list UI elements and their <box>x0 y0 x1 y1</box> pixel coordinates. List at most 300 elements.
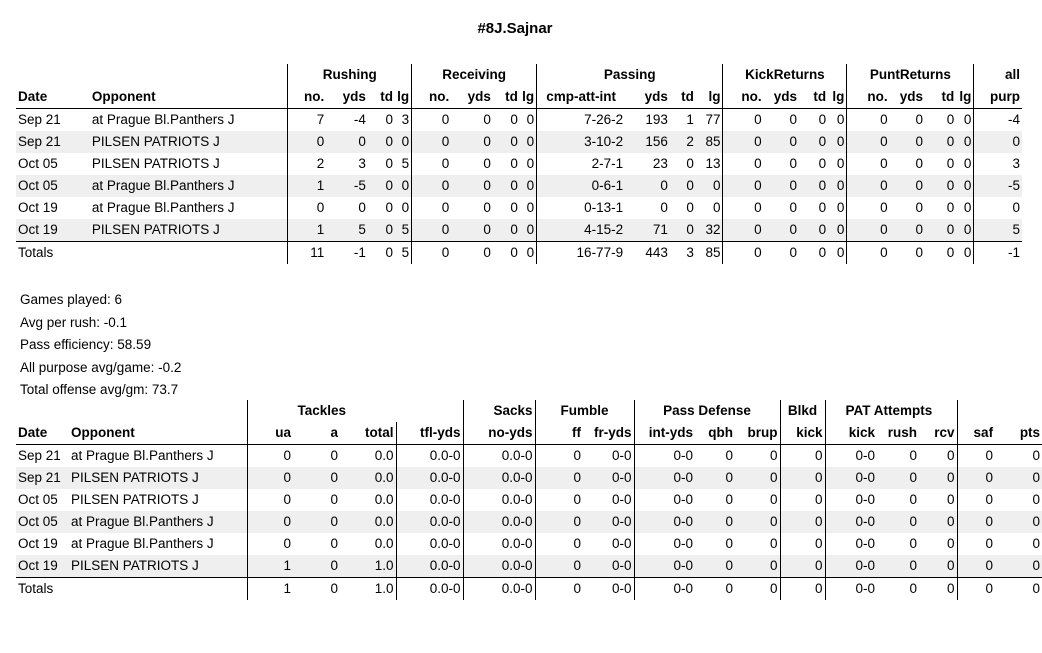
stat-cell: 0.0-0 <box>396 489 463 511</box>
column-header: no-yds <box>463 422 535 445</box>
stat-cell: 71 <box>625 219 670 242</box>
stat-cell: 3 <box>358 156 366 171</box>
opponent-cell: PILSEN PATRIOTS J <box>90 219 288 242</box>
date-cell: Sep 21 <box>16 131 90 153</box>
column-header: lg <box>828 86 847 109</box>
stat-cell: 0 <box>946 245 955 260</box>
stat-cell: 0 <box>247 533 293 555</box>
stat-cell: 0 <box>947 536 955 551</box>
stat-cell: 0 <box>510 156 518 171</box>
stat-cell: 0.0 <box>340 467 396 489</box>
stat-cell: 0.0-0 <box>396 467 463 489</box>
stat-cell: 0.0-0 <box>463 578 535 601</box>
stat-cell: 0 <box>925 175 956 197</box>
stat-cell: 0 <box>915 245 923 260</box>
group-header-receiving: Receiving <box>412 64 537 86</box>
stat-cell: 0 <box>925 131 956 153</box>
blank-cell <box>90 64 288 86</box>
column-header: td <box>799 86 828 109</box>
stat-cell: 0 <box>946 112 955 127</box>
stat-cell: 0 <box>919 511 957 533</box>
date-cell: Oct 05 <box>18 156 58 171</box>
stat-cell: 2 <box>670 131 696 153</box>
stat-cell: 0 <box>535 489 583 511</box>
stat-cell: 0 <box>946 200 955 215</box>
defense-column-header-row <box>16 422 1042 445</box>
column-header: no. <box>847 86 890 109</box>
stat-cell: 0 <box>412 219 452 242</box>
stat-cell: 0 <box>780 467 825 489</box>
stat-cell: 13 <box>705 156 721 171</box>
stat-cell: 0 <box>526 245 535 260</box>
stat-cell: 0 <box>385 112 393 127</box>
stat-cell: 0 <box>780 511 825 533</box>
column-header: qbh <box>695 422 735 445</box>
stat-cell: 0 <box>947 581 955 596</box>
stat-cell: 0 <box>670 219 696 242</box>
season-summary <box>20 289 181 402</box>
stat-cell: 0 <box>919 555 957 578</box>
column-header: lg <box>520 86 537 109</box>
stat-cell: 3 <box>401 112 410 127</box>
stat-cell: 0-0 <box>634 578 695 601</box>
stat-cell: 0 <box>836 200 845 215</box>
stat-cell: 0 <box>770 492 778 507</box>
opponent-cell: at Prague Bl.Panthers J <box>71 536 214 551</box>
blank-cell <box>16 400 69 422</box>
column-header: brup <box>735 422 780 445</box>
column-header: rush <box>877 422 919 445</box>
stat-cell: 0 <box>288 197 327 219</box>
group-header-kickreturns: KickReturns <box>723 64 847 86</box>
stat-cell: 0 <box>780 445 825 468</box>
stat-cell: 0 <box>526 200 535 215</box>
stat-cell: 0 <box>330 581 338 596</box>
avg-per-rush: Avg per rush: -0.1 <box>20 314 128 330</box>
stat-cell: 0 <box>412 175 452 197</box>
stat-cell: 0.0 <box>374 448 394 463</box>
stat-cell: -1 <box>353 245 366 260</box>
stat-cell: 0 <box>695 555 735 578</box>
group-header-blkd: Blkd <box>780 400 825 422</box>
stat-cell: 0 <box>330 536 338 551</box>
stat-cell: 0 <box>770 448 778 463</box>
column-header: ff <box>535 422 583 445</box>
stat-cell: 0 <box>764 175 799 197</box>
stat-cell: 1 <box>247 555 293 578</box>
stat-cell: 0 <box>412 153 452 175</box>
stat-cell: 0 <box>818 112 827 127</box>
stat-cell: 0 <box>877 555 919 578</box>
stat-cell: 0 <box>890 175 925 197</box>
stat-cell: 1.0 <box>340 555 396 578</box>
stat-cell: 0-0 <box>825 467 877 489</box>
column-header: fr-yds <box>583 422 634 445</box>
stat-cell: 0 <box>789 156 797 171</box>
offense-stats-table <box>16 64 1022 264</box>
stat-cell: 5 <box>395 219 412 242</box>
column-header: yds <box>451 86 493 109</box>
stat-cell: 2 <box>288 153 327 175</box>
stat-cell: 0 <box>723 242 764 265</box>
stat-cell: 0 <box>723 219 764 242</box>
stat-cell: 0 <box>828 131 847 153</box>
offense-column-header-row <box>16 86 1022 109</box>
stat-cell: 0-0 <box>583 555 634 578</box>
stat-cell: 0 <box>412 131 452 153</box>
stat-cell: 0.0-0 <box>396 533 463 555</box>
stat-cell: 0.0-0 <box>463 533 535 555</box>
date-cell: Oct 19 <box>18 536 58 551</box>
date-cell: Oct 19 <box>16 555 69 578</box>
stat-cell: 0.0-0 <box>463 467 535 489</box>
stat-cell: 16-77-9 <box>537 242 626 265</box>
stat-cell: 0 <box>696 175 723 197</box>
stat-cell: 0 <box>909 448 918 463</box>
stat-cell: -4 <box>974 109 1022 132</box>
stat-cell: 0 <box>847 242 890 265</box>
stat-cell: 0 <box>957 555 995 578</box>
blank-cell <box>69 400 247 422</box>
date-cell: Oct 05 <box>16 511 69 533</box>
stat-cell: 0 <box>963 156 972 171</box>
stat-cell: 0 <box>368 131 395 153</box>
column-header: yds <box>890 86 925 109</box>
table-row <box>16 533 1042 555</box>
column-header: cmp-att-int <box>537 86 626 109</box>
stat-cell: 0 <box>995 555 1042 578</box>
stat-cell: 0-0 <box>634 467 695 489</box>
stat-cell: 0 <box>493 219 520 242</box>
stat-cell: 0 <box>799 219 828 242</box>
stat-cell: 5 <box>401 245 410 260</box>
column-header: td <box>493 86 520 109</box>
opponent-cell: PILSEN PATRIOTS J <box>69 555 247 578</box>
group-header-tackles: Tackles <box>247 400 396 422</box>
stat-cell: 0-0 <box>583 467 634 489</box>
stat-cell: 0 <box>510 200 518 215</box>
stat-cell: 0 <box>957 445 995 468</box>
stat-cell: 0 <box>915 200 923 215</box>
group-header-fumble: Fumble <box>535 400 634 422</box>
stat-cell: 0 <box>526 156 535 171</box>
page-title: #8J.Sajnar <box>477 20 553 37</box>
stat-cell: 0 <box>957 489 995 511</box>
stat-cell: 5 <box>974 219 1022 242</box>
stat-cell: 0-0 <box>634 555 695 578</box>
stat-cell: 0 <box>799 131 828 153</box>
stat-cell: 0 <box>780 578 825 601</box>
stat-cell: 193 <box>645 112 668 127</box>
stat-cell: 0 <box>995 511 1042 533</box>
stat-cell: 0 <box>712 200 721 215</box>
stat-cell: 0 <box>847 219 890 242</box>
table-row <box>16 219 1022 242</box>
stat-cell: 0 <box>764 219 799 242</box>
stat-cell: 7 <box>288 109 327 132</box>
stat-cell: 0 <box>412 242 452 265</box>
stat-cell: 0 <box>330 448 338 463</box>
stat-cell: 0 <box>326 131 368 153</box>
stat-cell: 0.0-0 <box>463 511 535 533</box>
column-header: no. <box>288 86 327 109</box>
stat-cell: 0 <box>909 536 918 551</box>
group-header-pat-attempts: PAT Attempts <box>825 400 957 422</box>
opponent-cell: PILSEN PATRIOTS J <box>71 492 199 507</box>
stat-cell: 23 <box>652 156 668 171</box>
stat-cell: 0 <box>288 131 327 153</box>
stat-cell: 0 <box>686 156 694 171</box>
stat-cell: 0 <box>247 489 293 511</box>
stat-cell: 0 <box>909 581 918 596</box>
stat-cell: 0-0 <box>825 555 877 578</box>
column-header: no. <box>412 86 452 109</box>
totals-row <box>16 242 1022 265</box>
stat-cell: 3 <box>974 153 1022 175</box>
stat-cell: 0 <box>735 555 780 578</box>
stat-cell: 0 <box>974 197 1022 219</box>
stat-cell: 0 <box>412 109 452 132</box>
stat-cell: 0 <box>963 112 972 127</box>
stat-cell: 0 <box>1032 448 1041 463</box>
stat-cell: 0.0-0 <box>463 445 535 468</box>
opponent-cell: at Prague Bl.Panthers J <box>90 175 288 197</box>
stat-cell: 0 <box>836 156 845 171</box>
stat-cell: 0 <box>764 131 799 153</box>
table-row <box>16 467 1042 489</box>
stat-cell: 0 <box>780 489 825 511</box>
stat-cell: 0 <box>483 156 491 171</box>
stat-cell: 0 <box>919 467 957 489</box>
stat-cell: 0 <box>956 175 974 197</box>
blank-cell <box>957 400 1042 422</box>
stat-cell: 0 <box>836 112 845 127</box>
stat-cell: 443 <box>645 245 668 260</box>
stat-cell: 0.0-0 <box>396 578 463 601</box>
stat-cell: 0 <box>1032 536 1041 551</box>
stat-cell: 0-0 <box>612 536 632 551</box>
column-header: saf <box>957 422 995 445</box>
stat-cell: 2-7-1 <box>537 153 626 175</box>
stat-cell: 0 <box>686 200 694 215</box>
column-header: kick <box>780 422 825 445</box>
stat-cell: -5 <box>974 175 1022 197</box>
stat-cell: 0 <box>385 245 393 260</box>
stat-cell: 0 <box>725 536 734 551</box>
column-header: kick <box>825 422 877 445</box>
stat-cell: 7-26-2 <box>537 109 626 132</box>
column-header: rcv <box>919 422 957 445</box>
stat-cell: 85 <box>705 245 721 260</box>
date-cell: Oct 19 <box>16 219 90 242</box>
stat-cell: 0 <box>956 131 974 153</box>
stat-cell: 0 <box>915 112 923 127</box>
stat-cell: 0 <box>847 131 890 153</box>
column-header: Opponent <box>90 86 288 109</box>
date-cell: Sep 21 <box>18 448 61 463</box>
stat-cell: 0-0 <box>634 533 695 555</box>
stat-cell: 11 <box>288 242 327 265</box>
stat-cell: 0 <box>723 175 764 197</box>
stat-cell: 0 <box>995 467 1042 489</box>
column-header: ua <box>247 422 293 445</box>
stat-cell: 0 <box>510 112 518 127</box>
stat-cell: 0 <box>780 555 825 578</box>
all-purpose-avg: All purpose avg/game: -0.2 <box>20 359 182 375</box>
opponent-cell: at Prague Bl.Panthers J <box>91 112 235 127</box>
opponent-cell: PILSEN PATRIOTS J <box>90 131 288 153</box>
stat-cell: 0 <box>818 245 827 260</box>
table-row <box>16 131 1022 153</box>
stat-cell: 0.0 <box>374 492 394 507</box>
stat-cell: 0 <box>735 511 780 533</box>
stat-cell: 1 <box>288 219 327 242</box>
stat-cell: 0 <box>293 467 340 489</box>
stat-cell: 0 <box>493 175 520 197</box>
stat-cell: 0 <box>625 175 670 197</box>
stat-cell: 3-10-2 <box>537 131 626 153</box>
stat-cell: 0 <box>770 581 778 596</box>
stat-cell: 0 <box>789 245 797 260</box>
group-header-passing: Passing <box>537 64 723 86</box>
stat-cell: 0 <box>293 511 340 533</box>
stat-cell: 0 <box>483 200 491 215</box>
column-header: td <box>670 86 696 109</box>
stat-cell: 0 <box>1032 581 1041 596</box>
stat-cell: 0.0-0 <box>396 445 463 468</box>
stat-cell: 0.0 <box>374 536 394 551</box>
column-header: Date <box>16 86 90 109</box>
table-row <box>16 511 1042 533</box>
stat-cell: 0 <box>963 245 972 260</box>
stat-cell: 0 <box>535 578 583 601</box>
stat-cell: 3 <box>686 245 694 260</box>
stat-cell: 0 <box>526 112 535 127</box>
stat-cell: 0 <box>451 175 493 197</box>
stat-cell: 5 <box>326 219 368 242</box>
stat-cell: 1 <box>686 112 694 127</box>
column-header: Date <box>16 422 69 445</box>
stat-cell: 0 <box>799 175 828 197</box>
stat-cell: 0 <box>412 197 452 219</box>
opponent-cell <box>90 242 288 265</box>
stat-cell: 0 <box>770 536 778 551</box>
stat-cell: 0 <box>818 200 827 215</box>
stat-cell: 0 <box>520 175 537 197</box>
group-header-pass-defense: Pass Defense <box>634 400 780 422</box>
column-header: yds <box>326 86 368 109</box>
column-header: td <box>925 86 956 109</box>
stat-cell: 0 <box>818 156 827 171</box>
stat-cell: 0 <box>247 467 293 489</box>
stat-cell: 0 <box>974 131 1022 153</box>
column-header: lg <box>696 86 723 109</box>
stat-cell: 32 <box>696 219 723 242</box>
stat-cell: 0 <box>946 156 955 171</box>
column-header: lg <box>395 86 412 109</box>
date-cell: Oct 05 <box>18 492 58 507</box>
stat-cell: 0 <box>483 245 491 260</box>
totals-row <box>16 578 1042 601</box>
date-cell: Oct 19 <box>18 200 58 215</box>
stat-cell: 0 <box>670 175 696 197</box>
column-header: no. <box>723 86 764 109</box>
stat-cell: 0 <box>877 467 919 489</box>
stat-cell: 0 <box>535 467 583 489</box>
column-header: a <box>293 422 340 445</box>
stat-cell: 0 <box>877 511 919 533</box>
stat-cell: 0 <box>957 578 995 601</box>
stat-cell: 0 <box>451 131 493 153</box>
column-header: yds <box>764 86 799 109</box>
games-played: Games played: 6 <box>20 292 123 307</box>
stat-cell: 0 <box>725 492 734 507</box>
stat-cell: 0 <box>957 467 995 489</box>
table-row <box>16 197 1022 219</box>
stat-cell: 0 <box>385 156 393 171</box>
stat-cell: 0 <box>909 492 918 507</box>
stat-cell: 0 <box>401 200 410 215</box>
stat-cell: 0 <box>1032 492 1041 507</box>
stat-cell: 0.0-0 <box>463 489 535 511</box>
stat-cell: 0 <box>368 219 395 242</box>
stat-cell: 0 <box>330 492 338 507</box>
stat-cell: 0-0 <box>825 445 877 468</box>
stat-cell: 0 <box>510 245 518 260</box>
stat-cell: 0 <box>780 533 825 555</box>
column-header: pts <box>995 422 1042 445</box>
column-header: purp <box>974 86 1022 109</box>
stat-cell: 156 <box>625 131 670 153</box>
stat-cell: 1 <box>288 175 327 197</box>
stat-cell: 0-13-1 <box>537 197 626 219</box>
stat-cell: 0 <box>395 131 412 153</box>
stat-cell: 0 <box>723 153 764 175</box>
stat-cell: 0 <box>847 109 890 132</box>
stat-cell: 0 <box>520 219 537 242</box>
stat-cell: 0-0 <box>825 489 877 511</box>
stat-cell: 0 <box>723 131 764 153</box>
stat-cell: 0 <box>368 175 395 197</box>
stat-cell: 0 <box>385 200 393 215</box>
stat-cell: 0 <box>836 245 845 260</box>
stat-cell: 0 <box>828 219 847 242</box>
group-header-sacks: Sacks <box>463 400 535 422</box>
date-cell: Sep 21 <box>18 112 61 127</box>
stat-cell: 0 <box>660 200 668 215</box>
stat-cell: 0-0 <box>583 511 634 533</box>
stat-cell: 85 <box>696 131 723 153</box>
group-header-rushing: Rushing <box>288 64 412 86</box>
stat-cell: 0.0-0 <box>396 511 463 533</box>
column-header: tfl-yds <box>396 422 463 445</box>
stat-cell: 0 <box>925 219 956 242</box>
stat-cell: -1 <box>974 242 1022 265</box>
date-cell: Totals <box>18 245 54 260</box>
stat-cell: 0-0 <box>634 489 695 511</box>
column-header: yds <box>625 86 670 109</box>
stat-cell: 0 <box>695 511 735 533</box>
stat-cell: -5 <box>326 175 368 197</box>
table-row <box>16 109 1022 132</box>
date-cell: Totals <box>18 581 54 596</box>
stat-cell: 0-0 <box>634 511 695 533</box>
pass-efficiency: Pass efficiency: 58.59 <box>20 337 152 352</box>
offense-group-header-row <box>16 64 1022 86</box>
stat-cell: 0 <box>957 533 995 555</box>
stat-cell: 0.0-0 <box>463 555 535 578</box>
stat-cell: 0 <box>483 112 491 127</box>
